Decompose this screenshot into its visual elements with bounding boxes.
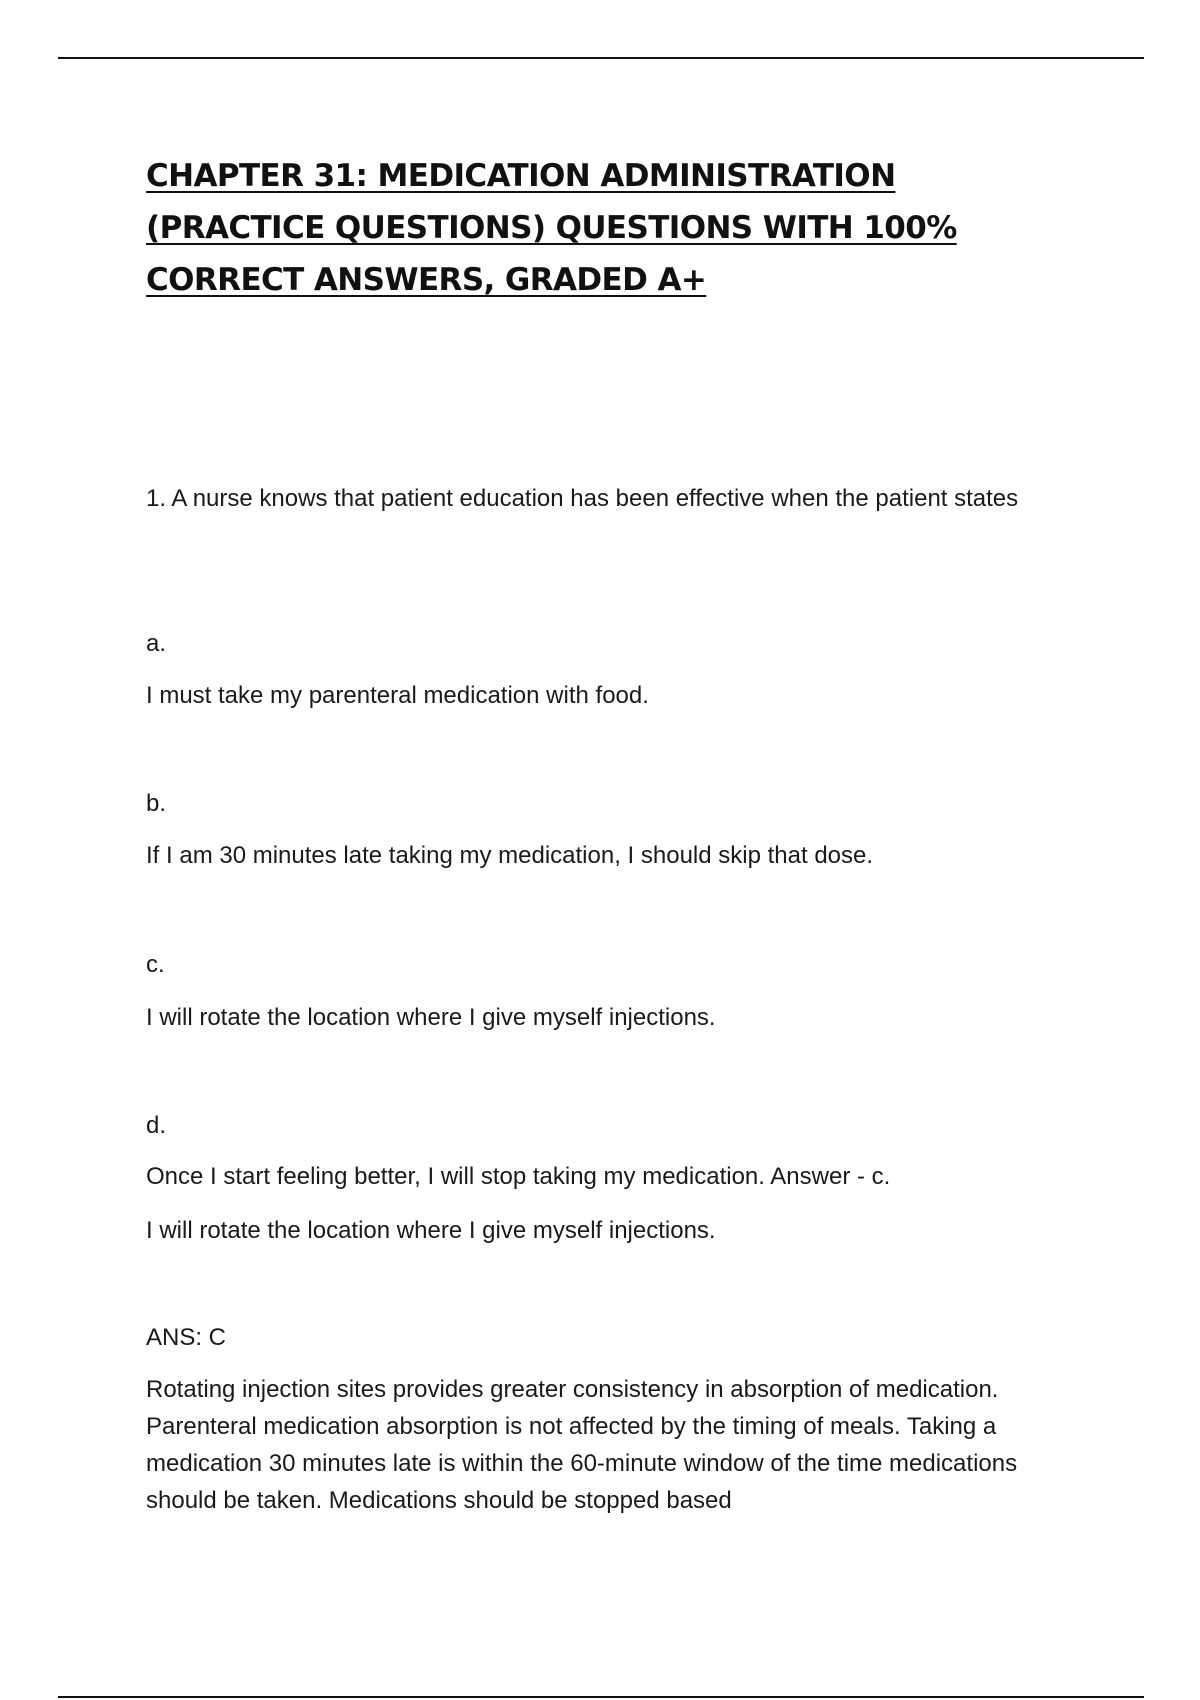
option-a-letter: a. (146, 630, 167, 657)
option-b-text: If I am 30 minutes late taking my medication, I should skip that dose. (146, 842, 874, 869)
question-stem: 1. A nurse knows that patient education has been effective when the patient states (146, 485, 1019, 512)
answer-key: ANS: C (146, 1324, 227, 1351)
page-title (146, 150, 1006, 306)
option-d-letter: d. (146, 1112, 167, 1139)
option-c-letter: c. (146, 951, 165, 978)
page-title-text: CHAPTER 31: MEDICATION ADMINISTRATION (PRACTICE QUESTIONS) QUESTIONS WITH 100% CORRECT ANSWERS, GRADED A+ (146, 158, 957, 298)
option-c-text: I will rotate the location where I give myself injections. (146, 1004, 716, 1031)
answer-restated: I will rotate the location where I give myself injections. (146, 1217, 716, 1244)
option-d-text: Once I start feeling better, I will stop taking my medication. Answer - c. (146, 1163, 891, 1190)
top-divider (58, 57, 1144, 59)
bottom-divider (58, 1696, 1144, 1698)
option-b-letter: b. (146, 790, 167, 817)
rationale-paragraph: Rotating injection sites provides greater consistency in absorption of medication. Parenteral medication absorption is not affected by the timing of meals. Taking a medication 30 minutes late is within the 60-minute window of the time medications should be taken. Medications should be stopped based (146, 1376, 1018, 1514)
option-a-text: I must take my parenteral medication with food. (146, 682, 649, 709)
